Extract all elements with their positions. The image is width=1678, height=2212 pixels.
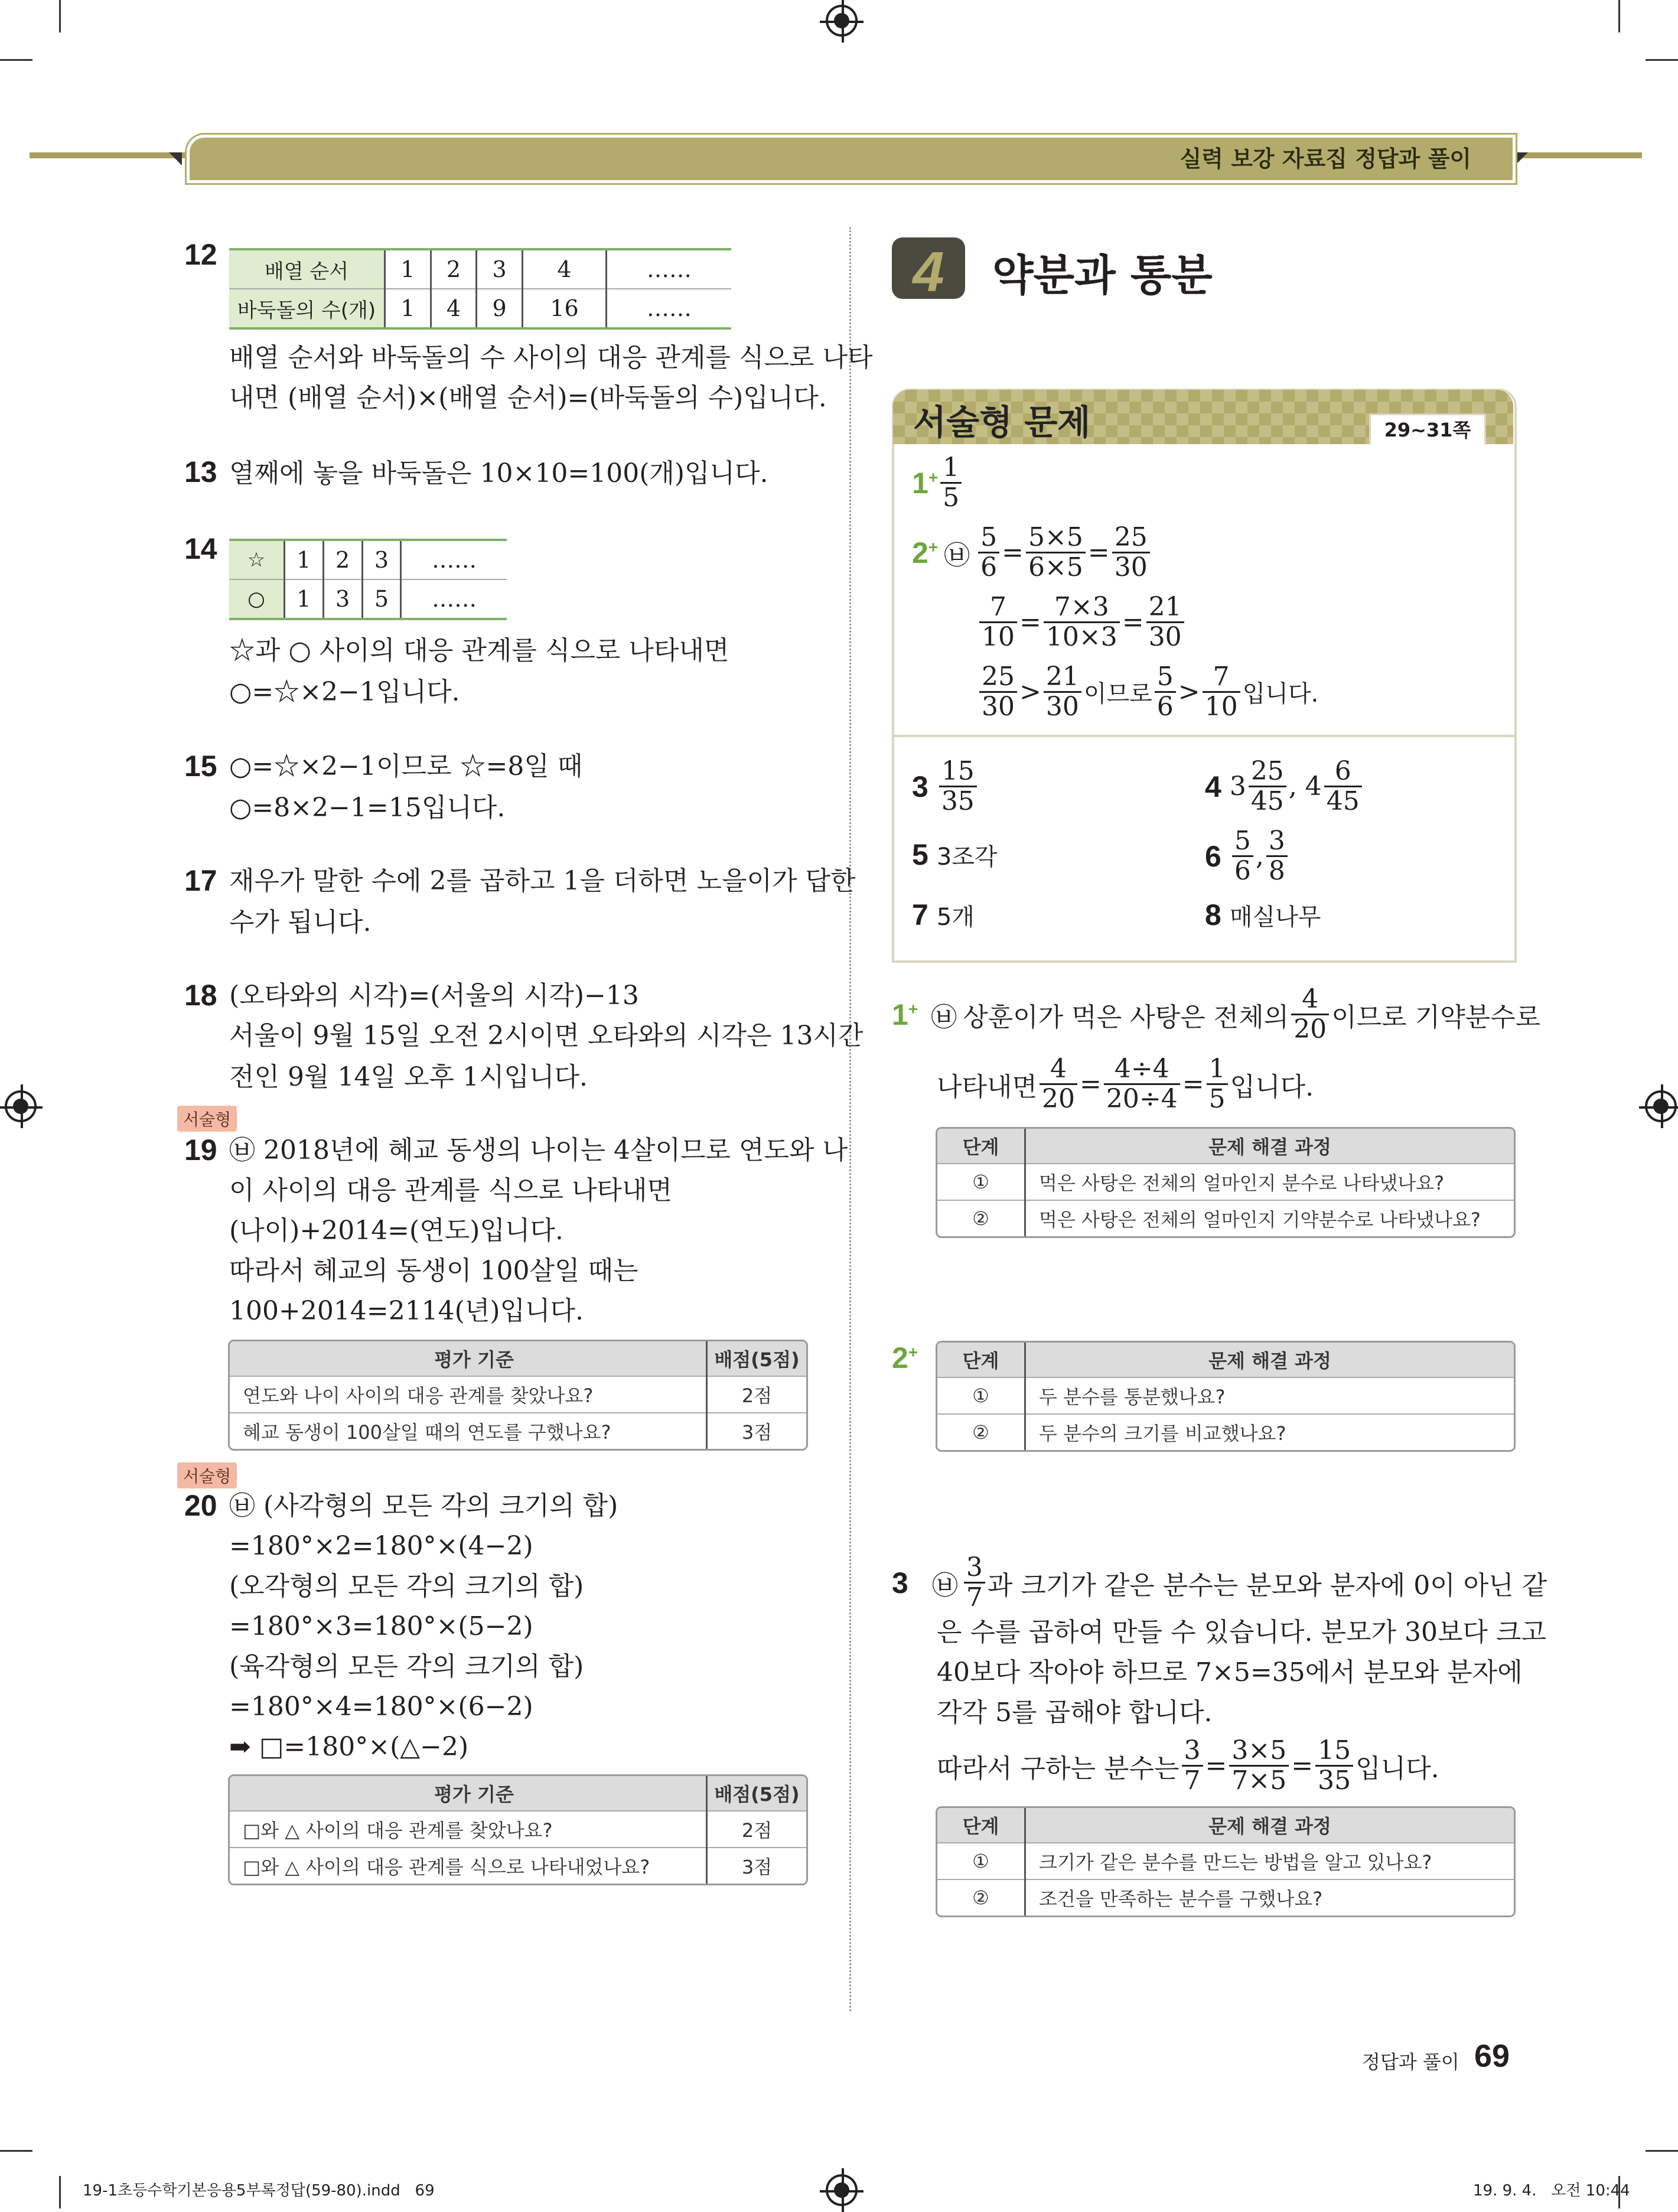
process-cell: 두 분수를 통분했나요? xyxy=(1025,1377,1514,1414)
q3-text: 입니다. xyxy=(1356,1753,1439,1784)
gt-sign: > xyxy=(1178,677,1200,707)
answer-label: 2 xyxy=(912,536,928,569)
plus-mark: + xyxy=(908,999,918,1018)
example-mark: ㉥ xyxy=(931,1570,958,1601)
section-title: 약분과 통분 xyxy=(992,250,1213,300)
explanation-line: 수가 됩니다. xyxy=(229,907,372,937)
explanation-line: =180°×3=180°×(5−2) xyxy=(229,1611,533,1641)
crop-mark xyxy=(1646,2150,1678,2152)
step-cell: ① xyxy=(937,1164,1025,1200)
step-cell: ② xyxy=(937,1879,1025,1915)
table-header: 단계 xyxy=(937,1129,1025,1164)
registration-mark-icon xyxy=(826,2174,858,2206)
problem-number: 15 xyxy=(184,750,217,783)
table-cell: 16 xyxy=(522,289,606,328)
column-divider xyxy=(849,227,851,2011)
criteria-cell: □와 △ 사이의 대응 관계를 식으로 나타내었나요? xyxy=(230,1848,707,1884)
problem-number: 12 xyxy=(184,238,217,271)
page-range-badge: 29~31쪽 xyxy=(1369,413,1486,445)
explanation-line: ➡ □=180°×(△−2) xyxy=(229,1732,469,1762)
problem-number: 18 xyxy=(184,979,217,1012)
table-cell: …… xyxy=(401,540,507,579)
crop-mark xyxy=(1618,0,1620,32)
table-header: 평가 기준 xyxy=(230,1776,707,1811)
q1-text: 상훈이가 먹은 사탕은 전체의 xyxy=(963,1002,1289,1032)
answer-2-line2: $\frac{7}{10}$ = $\frac{7\times 3}{10\times 3}$ = $\frac{21}{30}$ xyxy=(977,593,1187,651)
answer-2-line1: 2+ ㉥ $\frac{5}{6}$ = $\frac{5\times 5}{6\times 5}$ = $\frac{25}{30}$ xyxy=(912,523,1152,582)
score-cell: 3점 xyxy=(707,1413,807,1449)
answer-5 xyxy=(912,838,998,872)
q3-text: 과 크기가 같은 분수는 분모와 분자에 0이 아닌 같 xyxy=(987,1570,1547,1601)
step-cell: ① xyxy=(937,1377,1025,1414)
crop-mark xyxy=(59,2176,61,2208)
star-circle-table xyxy=(229,539,507,620)
table-cell: ○ xyxy=(229,579,285,619)
answer-6: 6 $\frac{5}{6}$ , $\frac{3}{8}$ xyxy=(1205,827,1290,885)
conjunction: 이므로 xyxy=(1083,680,1152,708)
table-cell: 배열 순서 xyxy=(229,249,385,289)
header-arrow-left xyxy=(169,152,182,165)
answer-value: 5개 xyxy=(936,903,975,931)
gt-sign: > xyxy=(1019,677,1041,707)
explanation-line: ○=☆×2−1이므로 ☆=8일 때 xyxy=(229,751,583,781)
question-label: 1 xyxy=(892,998,908,1031)
answer-3: 3 $\frac{15}{35}$ xyxy=(912,757,979,816)
table-cell: …… xyxy=(606,249,731,289)
explanation-line: (오타와의 시각)=(서울의 시각)−13 xyxy=(229,980,639,1011)
q3-final-line: 따라서 구하는 분수는 $\frac{3}{7}$ = $\frac{3\times 5}{7\times 5}$ = $\frac{15}{35}$ 입니다. xyxy=(937,1735,1439,1796)
question-label: 3 xyxy=(892,1566,908,1599)
problem-number: 14 xyxy=(184,532,217,565)
crop-mark xyxy=(1646,59,1678,61)
table-header: 문제 해결 과정 xyxy=(1025,1343,1514,1377)
criteria-cell: 연도와 나이 사이의 대응 관계를 찾았나요? xyxy=(230,1376,707,1413)
table-cell: 9 xyxy=(477,289,523,328)
table-cell: 5 xyxy=(362,579,401,619)
table-header: 배점(5점) xyxy=(707,1341,807,1376)
table-cell: ☆ xyxy=(229,540,285,579)
table-cell: 4 xyxy=(522,249,606,289)
example-mark: ㉥ xyxy=(931,1002,957,1032)
table-header: 문제 해결 과정 xyxy=(1025,1808,1514,1843)
crop-mark xyxy=(0,2150,32,2152)
answer-8 xyxy=(1205,898,1321,932)
answer-2-line3: $\frac{25}{30}$ > $\frac{21}{30}$ 이므로 $\frac{5}{6}$ > $\frac{7}{10}$ 입니다. xyxy=(977,663,1318,721)
explanation-line: 재우가 말한 수에 2를 곱하고 1을 더하면 노을이가 답한 xyxy=(229,866,856,896)
explanation-line: 따라서 혜교의 동생이 100살일 때는 xyxy=(229,1256,638,1286)
table-cell: …… xyxy=(401,579,507,619)
registration-mark-icon xyxy=(5,1090,37,1122)
header-arrow-right xyxy=(1515,152,1528,165)
explanation-line: ☆과 ○ 사이의 대응 관계를 식으로 나타내면 xyxy=(229,636,729,666)
answer-box-divider xyxy=(894,735,1514,737)
step-table xyxy=(936,1127,1516,1238)
explanation-line: 전인 9월 14일 오후 1시입니다. xyxy=(229,1062,588,1092)
answer-value: 3조각 xyxy=(936,843,998,871)
criteria-cell: 혜교 동생이 100살일 때의 연도를 구했나요? xyxy=(230,1413,707,1449)
table-header: 평가 기준 xyxy=(230,1341,707,1376)
question-label: 2+ xyxy=(892,1341,918,1374)
answer-box-title: 서술형 문제 xyxy=(913,402,1091,442)
explanation-line: 이 사이의 대응 관계를 식으로 나타내면 xyxy=(229,1175,672,1206)
page-number: 69 xyxy=(1474,2038,1510,2074)
q3-text: 은 수를 곱하여 만들 수 있습니다. 분모가 30보다 크고 xyxy=(937,1617,1546,1647)
footer-label: 정답과 풀이 xyxy=(1362,2051,1459,2073)
q1-text: 이므로 기약분수로 xyxy=(1331,1002,1541,1032)
table-cell: 2 xyxy=(323,540,362,579)
descriptive-tag: 서술형 xyxy=(177,1106,237,1132)
q3-text: 각각 5를 곱해야 합니다. xyxy=(937,1698,1213,1728)
table-cell: 1 xyxy=(385,249,431,289)
problem-number: 17 xyxy=(184,864,217,897)
explanation-line: =180°×4=180°×(6−2) xyxy=(229,1692,533,1722)
table-cell: 1 xyxy=(285,540,324,579)
table-cell: 2 xyxy=(431,249,477,289)
table-cell: 1 xyxy=(385,289,431,328)
answer-4: 4 3 $\frac{25}{45}$ , 4 $\frac{6}{45}$ xyxy=(1205,757,1364,816)
table-cell: 3 xyxy=(477,249,523,289)
table-cell: 바둑돌의 수(개) xyxy=(229,289,385,328)
descriptive-tag: 서술형 xyxy=(177,1462,237,1488)
crop-mark xyxy=(0,59,32,61)
step-cell: ② xyxy=(937,1200,1025,1236)
explanation-line: ○=8×2−1=15입니다. xyxy=(229,793,506,823)
table-cell: …… xyxy=(606,289,731,328)
answer-value: 매실나무 xyxy=(1229,903,1321,931)
table-cell: 3 xyxy=(362,540,401,579)
file-slug: 19-1초등수학기본응용5부록정답(59-80).indd 69 xyxy=(83,2182,435,2200)
explanation-line: (나이)+2014=(연도)입니다. xyxy=(229,1216,563,1246)
process-cell: 먹은 사탕은 전체의 얼마인지 기약분수로 나타냈나요? xyxy=(1025,1200,1514,1236)
fraction: $\frac{1}{5}$ xyxy=(940,454,962,512)
step-table xyxy=(936,1341,1516,1452)
section-number-badge xyxy=(892,237,965,304)
explanation-line: ㉥ (사각형의 모든 각의 크기의 합) xyxy=(229,1491,618,1521)
problem-number: 19 xyxy=(184,1133,217,1167)
step-cell: ① xyxy=(937,1843,1025,1879)
process-cell: 두 분수의 크기를 비교했나요? xyxy=(1025,1414,1514,1450)
q3-line1: 3 ㉥ $\frac{3}{7}$ 과 크기가 같은 분수는 분모와 분자에 0이 아닌 같 xyxy=(892,1552,1547,1612)
table-cell: 3 xyxy=(323,579,362,619)
score-cell: 2점 xyxy=(707,1376,807,1413)
sentence-end: 입니다. xyxy=(1242,680,1319,708)
grading-table xyxy=(228,1774,808,1885)
table-header: 단계 xyxy=(937,1343,1025,1377)
step-cell: ② xyxy=(937,1414,1025,1450)
explanation-line: 배열 순서와 바둑돌의 수 사이의 대응 관계를 식으로 나타 xyxy=(229,343,873,373)
explanation-line: ○=☆×2−1입니다. xyxy=(229,677,460,707)
example-mark: ㉥ xyxy=(944,540,970,571)
criteria-cell: □와 △ 사이의 대응 관계를 찾았나요? xyxy=(230,1811,707,1848)
step-table xyxy=(936,1806,1516,1917)
answer-7 xyxy=(912,898,975,932)
table-cell: 4 xyxy=(431,289,477,328)
print-date: 19. 9. 4. 오전 10:44 xyxy=(1473,2182,1630,2200)
score-cell: 2점 xyxy=(707,1811,807,1848)
answer-label: 5 xyxy=(912,838,928,871)
header-title: 실력 보강 자료집 정답과 풀이 xyxy=(1180,146,1471,172)
q3-text: 따라서 구하는 분수는 xyxy=(937,1753,1180,1784)
explanation-line: (오각형의 모든 각의 크기의 합) xyxy=(229,1571,584,1601)
q3-text: 40보다 작아야 하므로 7×5=35에서 분모와 분자에 xyxy=(937,1657,1523,1687)
table-header: 문제 해결 과정 xyxy=(1025,1129,1514,1164)
answer-1 xyxy=(912,454,964,512)
score-cell: 3점 xyxy=(707,1848,807,1884)
explanation-line: (육각형의 모든 각의 크기의 합) xyxy=(229,1651,584,1682)
explanation-line: 서울이 9월 15일 오전 2시이면 오타와의 시각은 13시간 xyxy=(229,1021,864,1051)
answer-label: 6 xyxy=(1205,839,1221,873)
answer-label: 1 xyxy=(912,466,928,500)
explanation-line: 내면 (배열 순서)×(배열 순서)=(바둑돌의 수)입니다. xyxy=(229,383,827,413)
q1-text: 입니다. xyxy=(1230,1071,1314,1102)
process-cell: 먹은 사탕은 전체의 얼마인지 분수로 나타냈나요? xyxy=(1025,1164,1514,1200)
explanation-line: 열째에 놓을 바둑돌은 10×10=100(개)입니다. xyxy=(229,458,768,488)
answer-label: 8 xyxy=(1205,898,1221,931)
answer-label: 3 xyxy=(912,770,928,803)
plus-mark: + xyxy=(928,537,939,556)
table-header: 단계 xyxy=(937,1808,1025,1843)
q1-text: 나타내면 xyxy=(937,1071,1038,1102)
process-cell: 크기가 같은 분수를 만드는 방법을 알고 있나요? xyxy=(1025,1843,1514,1879)
plus-mark: + xyxy=(928,467,939,486)
problem-number: 13 xyxy=(184,455,217,488)
explanation-line: ㉥ 2018년에 혜교 동생의 나이는 4살이므로 연도와 나 xyxy=(229,1135,848,1165)
crop-mark xyxy=(59,0,61,32)
answer-label: 7 xyxy=(912,898,928,931)
explanation-line: 100+2014=2114(년)입니다. xyxy=(229,1296,584,1326)
section-number: 4 xyxy=(913,240,944,304)
process-cell: 조건을 만족하는 분수를 구했나요? xyxy=(1025,1879,1514,1915)
q1-line1: 1+ ㉥ 상훈이가 먹은 사탕은 전체의 $\frac{4}{20}$ 이므로 기약분수로 xyxy=(892,984,1541,1044)
problem-number: 20 xyxy=(184,1489,217,1522)
registration-mark-icon xyxy=(1645,1090,1677,1122)
answer-label: 4 xyxy=(1205,770,1221,803)
table-header: 배점(5점) xyxy=(707,1776,807,1811)
table-cell: 1 xyxy=(285,579,324,619)
explanation-line: =180°×2=180°×(4−2) xyxy=(229,1531,533,1561)
sequence-table xyxy=(229,248,731,330)
registration-mark-icon xyxy=(826,5,858,37)
q1-line2: 나타내면 $\frac{4}{20}$ = $\frac{4\div 4}{20\div 4}$ = $\frac{1}{5}$ 입니다. xyxy=(937,1054,1314,1114)
grading-table xyxy=(228,1340,808,1451)
